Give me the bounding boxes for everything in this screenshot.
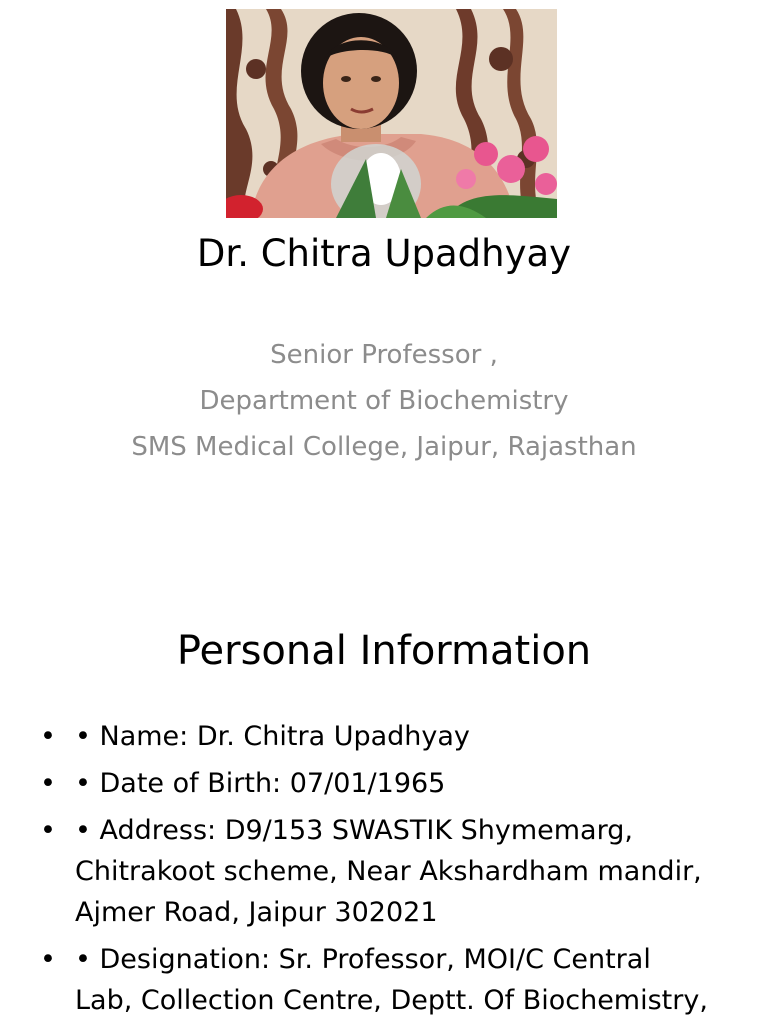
list-item	[40, 763, 740, 804]
item-line: Chitrakoot scheme, Near Akshardham mandir,	[75, 856, 702, 887]
personal-info-list	[40, 716, 740, 1027]
profile-subtitle	[0, 332, 768, 470]
bullet-icon: •	[40, 768, 56, 799]
bullet-icon: •	[40, 944, 56, 975]
item-line: • Designation: Sr. Professor, MOI/C Central	[75, 944, 651, 975]
item-line: • Date of Birth: 07/01/1965	[75, 768, 446, 799]
item-line: Lab, Collection Centre, Deptt. Of Biochemistry,	[75, 985, 708, 1016]
subtitle-position: Senior Professor ,	[270, 340, 498, 370]
subtitle-department: Department of Biochemistry	[199, 386, 569, 416]
list-item	[40, 939, 740, 1021]
list-item	[40, 716, 740, 757]
profile-name: Dr. Chitra Upadhyay	[196, 232, 572, 275]
item-line: Ajmer Road, Jaipur 302021	[75, 897, 438, 928]
bullet-icon: •	[40, 815, 56, 846]
item-line: • Address: D9/153 SWASTIK Shymemarg,	[75, 815, 633, 846]
profile-photo	[226, 9, 557, 218]
subtitle-institution: SMS Medical College, Jaipur, Rajasthan	[131, 432, 637, 462]
bullet-icon: •	[40, 721, 56, 752]
item-line: • Name: Dr. Chitra Upadhyay	[75, 721, 470, 752]
list-item	[40, 810, 740, 933]
section-title: Personal Information	[176, 628, 592, 674]
